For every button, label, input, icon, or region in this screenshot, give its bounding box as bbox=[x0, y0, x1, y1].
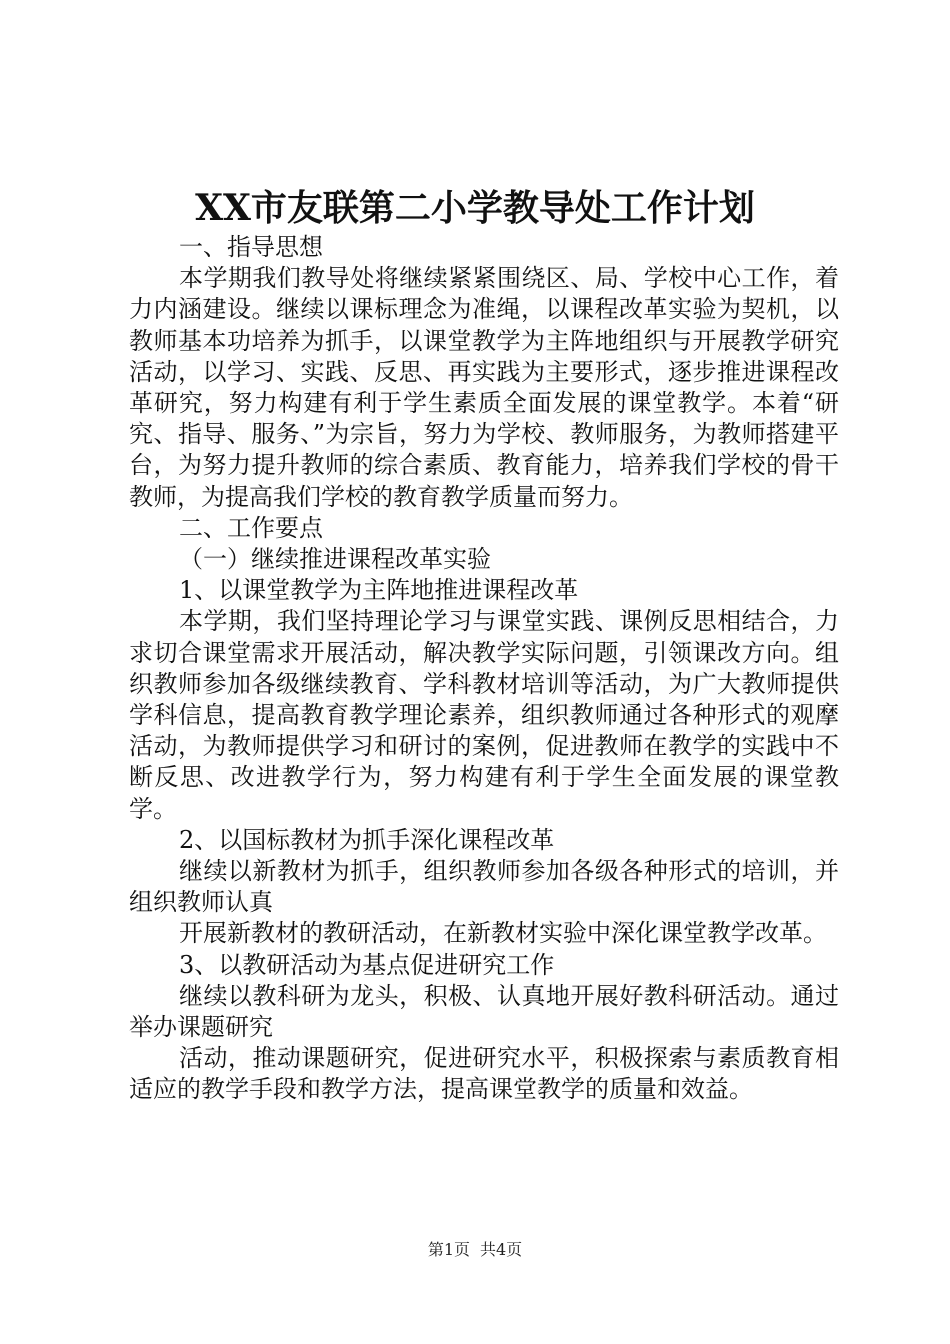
paragraph-item-3b: 活动，推动课题研究，促进研究水平，积极探索与素质教育相适应的教学手段和教学方法，提高课堂教学的质量和效益。 bbox=[129, 1044, 839, 1104]
document-body bbox=[129, 232, 839, 1106]
item-heading-1: 1、以课堂教学为主阵地推进课程改革 bbox=[179, 576, 579, 605]
item-heading-3: 3、以教研活动为基点促进研究工作 bbox=[179, 950, 555, 979]
paragraph-item-3a: 继续以教科研为龙头，积极、认真地开展好教科研活动。通过举办课题研究 bbox=[129, 981, 839, 1042]
page-total: 共4页 bbox=[480, 1240, 523, 1259]
section-heading-work-points: 二、工作要点 bbox=[179, 513, 323, 542]
paragraph-guiding-ideology: 本学期我们教导处将继续紧紧围绕区、局、学校中心工作，着力内涵建设。继续以课标理念为准绳，以课程改革实验为契机，以教师基本功培养为抓手，以课堂教学为主阵地组织与开展教学研究活动，以学习、实践、反思、再实践为主要形式，逐步推进课程改革研究，努力构建有利于学生素质全面发展的课堂教学。本着“研究、指导、服务、”为宗旨，努力为学校、教师服务，为教师搭建平台，为努力提升教师的综合素质、教育能力，培养我们学校的骨干教师，为提高我们学校的教育教学质量而努力。 bbox=[129, 264, 839, 511]
item-heading-2: 2、以国标教材为抓手深化课程改革 bbox=[179, 825, 555, 854]
page-number: 第1页 bbox=[427, 1240, 470, 1259]
paragraph-item-2b: 开展新教材的教研活动，在新教材实验中深化课堂教学改革。 bbox=[179, 919, 827, 948]
paragraph-item-1: 本学期，我们坚持理论学习与课堂实践、课例反思相结合，力求切合课堂需求开展活动，解决教学实际问题，引领课改方向。组织教师参加各级继续教育、学科教材培训等活动，为广大教师提供学科信息，提高教育教学理论素养，组织教师通过各种形式的观摩活动，为教师提供学习和研讨的案例，促进教师在教学的实践中不断反思、改进教学行为，努力构建有利于学生全面发展的课堂教学。 bbox=[129, 607, 839, 823]
page-footer bbox=[0, 1239, 950, 1261]
paragraph-item-2a: 继续以新教材为抓手，组织教师参加各级各种形式的培训，并组织教师认真 bbox=[129, 857, 839, 917]
document-title: XX市友联第二小学教导处工作计划 bbox=[195, 187, 755, 229]
section-heading-guiding-ideology: 一、指导思想 bbox=[179, 233, 323, 261]
subsection-heading-curriculum-reform: （一）继续推进课程改革实验 bbox=[179, 545, 491, 574]
